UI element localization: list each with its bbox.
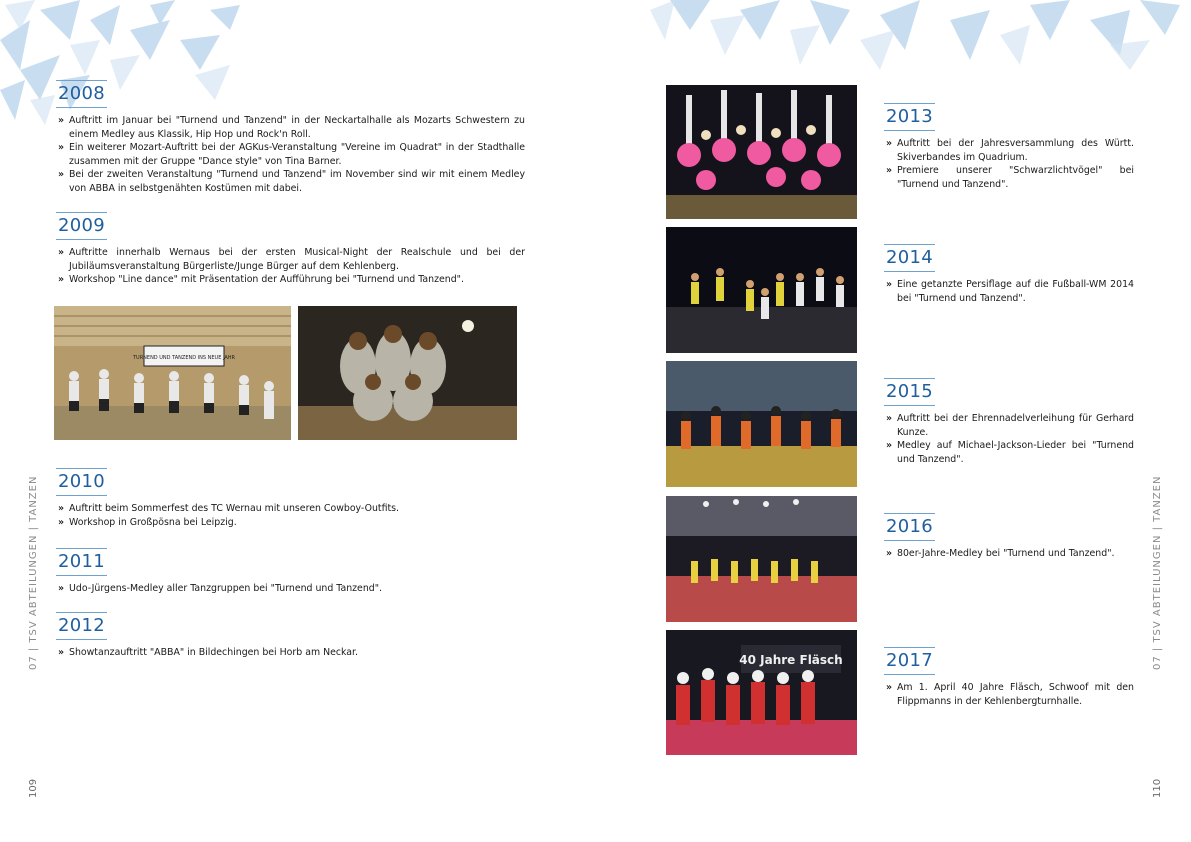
list-item: » Medley auf Michael-Jackson-Lieder bei "Turnend und Tanzend". [884, 439, 1134, 466]
year-heading: 2015 [884, 378, 935, 406]
list-item: » Am 1. April 40 Jahre Fläsch, Schwoof mit den Flippmanns in der Kehlenbergturnhalle. [884, 681, 1134, 708]
list-item: » Ein weiterer Mozart-Auftritt bei der AGKus-Veranstaltung "Vereine im Quadrat" in der Stadthalle zusammen mit der Gruppe "Dance style" von Tina Barner. [56, 141, 525, 168]
list-item: » Bei der zweiten Veranstaltung "Turnend und Tanzend" im November sind wir mit einem Medley von ABBA in selbstgenähten Kostümen mit dabei. [56, 168, 525, 195]
year-heading: 2017 [884, 647, 935, 675]
year-section-2014 [884, 244, 1134, 305]
year-heading: 2009 [56, 212, 107, 240]
photo-fussball-wm [666, 227, 857, 353]
year-heading: 2008 [56, 80, 107, 108]
year-section-2010 [56, 468, 525, 529]
year-section-2015 [884, 378, 1134, 466]
side-label-left: 07 | TSV ABTEILUNGEN | TANZEN [28, 475, 39, 670]
photo-dancers-gym [54, 306, 291, 440]
year-section-2009 [56, 212, 525, 287]
list-item: » Auftritt beim Sommerfest des TC Wernau mit unseren Cowboy-Outfits. [56, 502, 525, 516]
year-heading: 2010 [56, 468, 107, 496]
year-heading: 2014 [884, 244, 935, 272]
list-item: » Auftritt bei der Jahresversammlung des Württ. Skiverbandes im Quadrium. [884, 137, 1134, 164]
list-item: » Workshop "Line dance" mit Präsentation der Aufführung bei "Turnend und Tanzend". [56, 273, 525, 287]
list-item: » Eine getanzte Persiflage auf die Fußball-WM 2014 bei "Turnend und Tanzend". [884, 278, 1134, 305]
list-item: » Udo-Jürgens-Medley aller Tanzgruppen bei "Turnend und Tanzend". [56, 582, 525, 596]
year-section-2012 [56, 612, 525, 660]
side-label-right: 07 | TSV ABTEILUNGEN | TANZEN [1152, 475, 1163, 670]
photo-abba-costumes [298, 306, 517, 440]
year-heading: 2016 [884, 513, 935, 541]
list-item: » Auftritte innerhalb Wernaus bei der ersten Musical-Night der Realschule und bei der Jubiläumsveranstaltung Bürgerliste/Junge Bürger auf dem Kehlenberg. [56, 246, 525, 273]
page-number-left: 109 [28, 778, 39, 798]
list-item: » Auftritt bei der Ehrennadelverleihung für Gerhard Kunze. [884, 412, 1134, 439]
banner-text: 40 Jahre Fläsch [739, 653, 843, 667]
year-section-2013 [884, 103, 1134, 191]
list-item: » Premiere unserer "Schwarzlichtvögel" bei "Turnend und Tanzend". [884, 164, 1134, 191]
photo-80er-medley [666, 496, 857, 622]
list-item: » Workshop in Großpösna bei Leipzig. [56, 516, 525, 530]
photo-40-jahre-flaesch [666, 630, 857, 755]
year-section-2011 [56, 548, 525, 596]
photo-schwarzlichtvoegel [666, 85, 857, 219]
page-number-right: 110 [1152, 778, 1163, 798]
list-item: » Auftritt im Januar bei "Turnend und Tanzend" in der Neckartalhalle als Mozarts Schwestern zu einem Medley aus Klassik, Hip Hop und Rock'n Roll. [56, 114, 525, 141]
banner-text: TURNEND UND TANZEND INS NEUE JAHR [132, 355, 236, 361]
year-heading: 2013 [884, 103, 935, 131]
year-section-2008 [56, 80, 525, 196]
list-item: » Showtanzauftritt "ABBA" in Bildechingen bei Horb am Neckar. [56, 646, 525, 660]
year-heading: 2011 [56, 548, 107, 576]
decorative-triangles-right [650, 0, 1191, 75]
photo-ehrennadel [666, 361, 857, 487]
year-section-2017 [884, 647, 1134, 708]
year-section-2016 [884, 513, 1134, 561]
list-item: » 80er-Jahre-Medley bei "Turnend und Tanzend". [884, 547, 1134, 561]
year-heading: 2012 [56, 612, 107, 640]
